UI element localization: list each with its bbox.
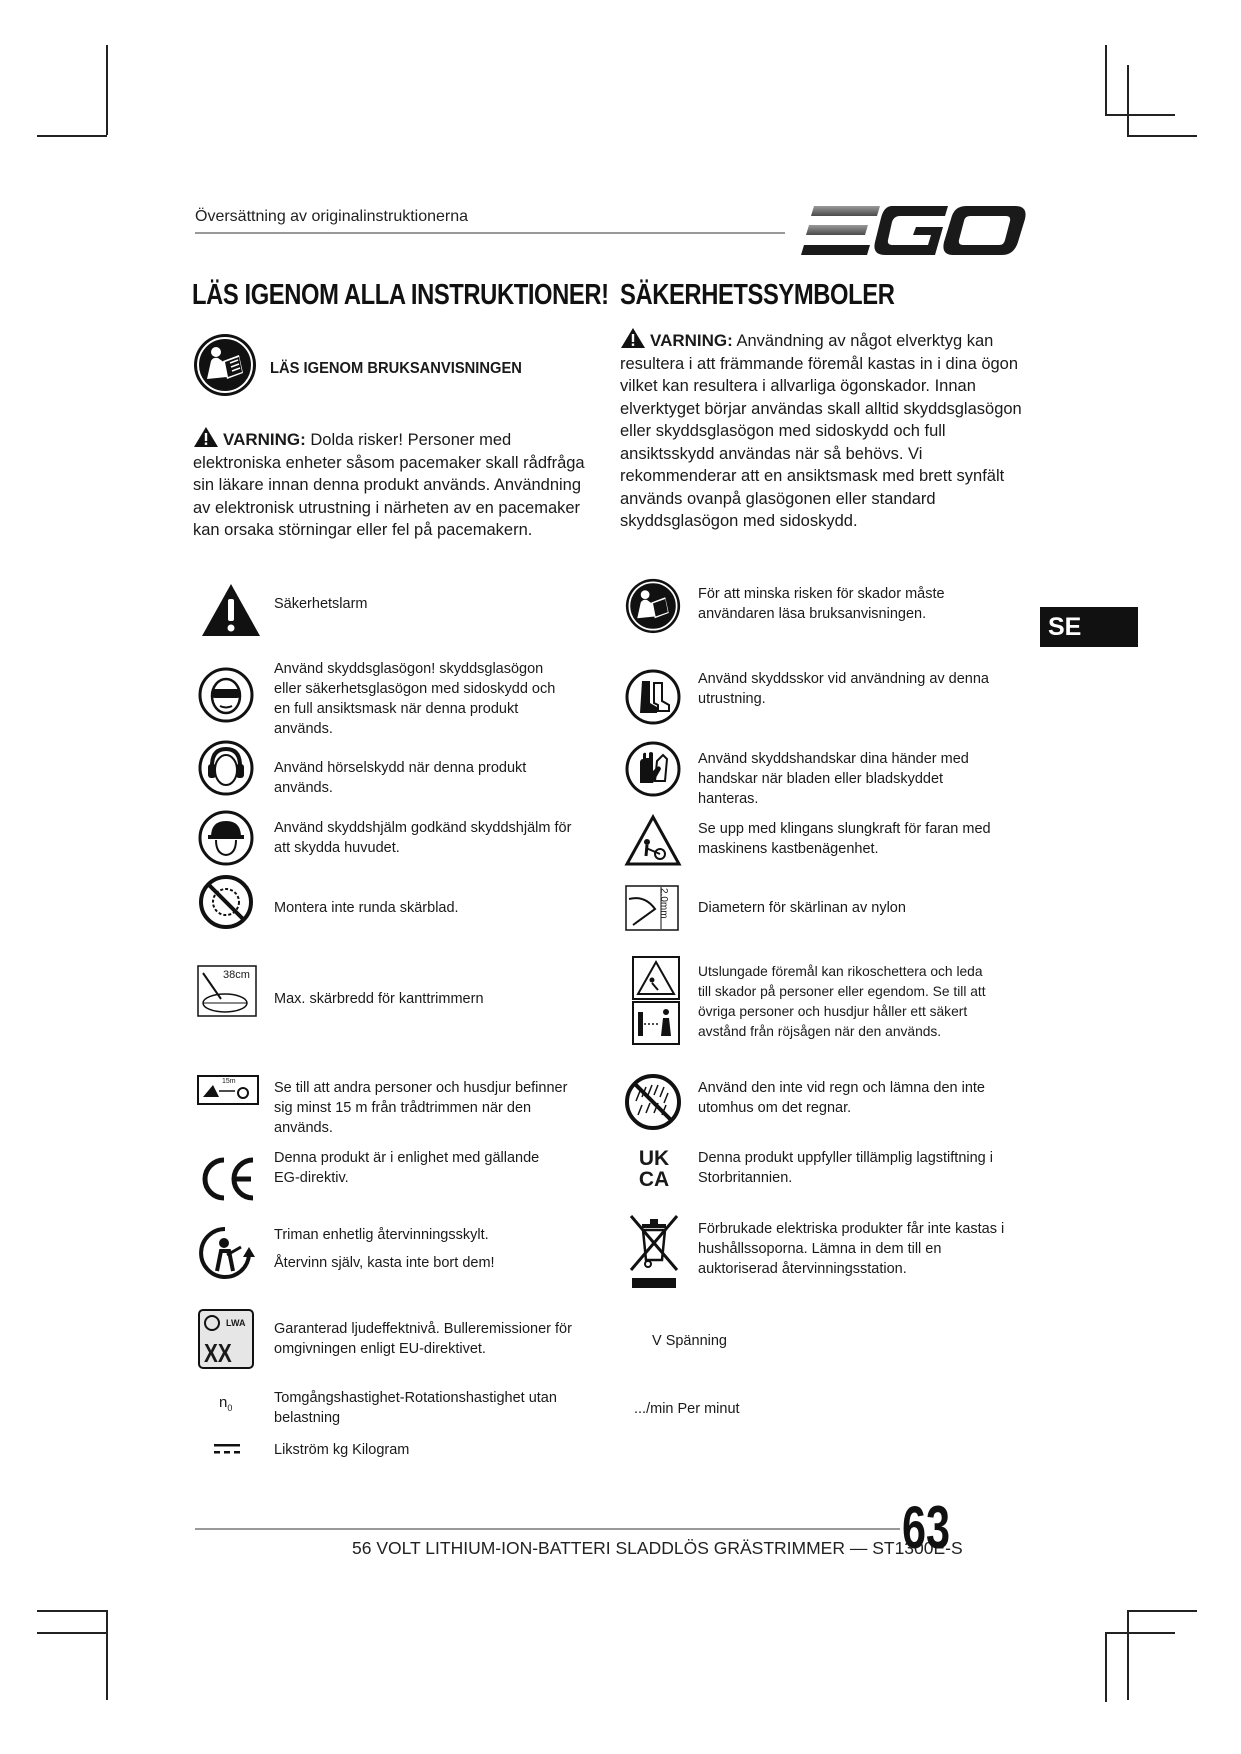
- symbol-text: .../min Per minut: [634, 1401, 740, 1417]
- symbol-text: V Spänning: [652, 1333, 727, 1349]
- symbol-text: Använd skyddsglasögon! skyddsglasögon eller säkerhetsglasögon med sidoskydd och en full ansiktsmask när denna produkt används.: [274, 661, 556, 737]
- symbol-text: Max. skärbredd för kanttrimmern: [274, 991, 484, 1007]
- sound-unit-label: LWA: [226, 1318, 246, 1328]
- warning-triangle-icon: [199, 578, 263, 642]
- crop-mark: [1105, 114, 1175, 116]
- helmet-icon: [194, 806, 258, 870]
- symbol-text: Använd den inte vid regn och lämna den inte utomhus om det regnar.: [698, 1080, 985, 1116]
- crop-mark: [1127, 135, 1197, 137]
- warning-triangle-icon: [620, 327, 646, 349]
- symbol-text: För att minska risken för skador måste användaren läsa bruksanvisningen.: [698, 586, 945, 622]
- cutting-width-label: 38cm: [223, 969, 250, 981]
- symbol-text: Montera inte runda skärblad.: [274, 900, 459, 916]
- nylon-line-diameter-icon: [622, 880, 682, 936]
- ukca-bottom-label: CA: [638, 1168, 670, 1191]
- ear-protection-icon: [194, 736, 258, 800]
- safety-boots-icon: [621, 665, 685, 729]
- header-title: Översättning av originalinstruktionerna: [195, 208, 469, 225]
- warning-label: VARNING:: [650, 331, 733, 350]
- crop-mark: [106, 1610, 108, 1700]
- no-rain-icon: [621, 1070, 685, 1134]
- warning-triangle-icon: [193, 426, 219, 448]
- left-warning: [193, 426, 593, 542]
- symbol-text: Återvinn själv, kasta inte bort dem!: [274, 1255, 495, 1271]
- read-manual-large-icon: [193, 333, 257, 397]
- right-warning: [620, 327, 1032, 533]
- line-diameter-label: 2.0mm: [658, 888, 669, 919]
- symbol-text: Använd hörselskydd när denna produkt används.: [274, 760, 527, 796]
- manual-label: LÄS IGENOM BRUKSANVISNINGEN: [270, 360, 522, 377]
- symbol-text: Utslungade föremål kan rikoschettera och leda till skador på personer eller egendom. Se till att övriga personer och husdjur håller ett säkert avstånd från röjsågen när den används.: [698, 964, 986, 1039]
- crop-mark: [1127, 1610, 1129, 1700]
- speed-subscript: 0: [227, 1403, 233, 1413]
- symbol-text: Se upp med klingans slungkraft för faran med maskinens kastbenägenhet.: [698, 821, 991, 857]
- symbol-text: Triman enhetlig återvinningsskylt.: [274, 1227, 489, 1243]
- ricochet-icon: [632, 956, 680, 1046]
- symbol-text: Denna produkt uppfyller tillämplig lagstiftning i Storbritannien.: [698, 1150, 993, 1186]
- read-manual-icon: [621, 574, 685, 638]
- header-rule: [195, 232, 785, 234]
- warning-text: Dolda risker! Personer med elektroniska enheter såsom pacemaker skall rådfråga sin läkare innan denna produkt används. Användning av elektronisk utrustning i närheten av en pacemaker kan orsaka störningar eller fel på pacemakern.: [193, 431, 585, 539]
- warning-label: VARNING:: [223, 430, 306, 449]
- symbol-text: Förbrukade elektriska produkter får inte kastas i hushållssoporna. Lämna in dem till en auktoriserad återvinningsstation.: [698, 1221, 1005, 1277]
- symbol-text: Tomgångshastighet-Rotationshastighet utan belastning: [274, 1390, 557, 1426]
- ukca-mark-icon: [634, 1148, 674, 1196]
- symbol-text: Garanterad ljudeffektnivå. Bulleremissioner för omgivningen enligt EU-direktivet.: [274, 1321, 572, 1357]
- symbol-text: Denna produkt är i enlighet med gällande EG-direktiv.: [274, 1150, 540, 1186]
- direct-current-icon: [213, 1442, 241, 1456]
- crop-mark: [1105, 45, 1107, 115]
- left-heading: LÄS IGENOM ALLA INSTRUKTIONER!: [192, 279, 609, 311]
- symbol-text: Diametern för skärlinan av nylon: [698, 900, 906, 916]
- symbol-text: Använd skyddshandskar dina händer med handskar när bladen eller bladskyddet hanteras.: [698, 751, 969, 807]
- right-heading: SÄKERHETSSYMBOLER: [620, 279, 895, 311]
- crop-mark: [1127, 1610, 1197, 1612]
- safety-goggles-icon: [194, 663, 258, 727]
- no-load-speed-icon: [219, 1394, 232, 1413]
- crop-mark: [1105, 1632, 1107, 1702]
- symbol-text: Använd skyddshjälm godkänd skyddshjälm för att skydda huvudet.: [274, 820, 572, 856]
- warning-text: Användning av något elverktyg kan resultera i att främmande föremål kastas in i dina ögon vilket kan resultera i allvarliga ögonskador. Innan elverktyget börjar användas skall alltid skyddsglasögon eller skyddsglasögon med sidoskydd och full ansiktsskydd användas när så behövs. Vi rekommenderar att en ansiktsmask med brett synfält används ovanpå glasögonen eller standard skyddsglasögon med sidoskydd.: [620, 332, 1022, 530]
- blade-thrust-icon: [621, 809, 685, 873]
- crop-mark: [37, 1632, 107, 1634]
- footer-title: 56 VOLT LITHIUM-ION-BATTERI SLADDLÖS GRÄSTRIMMER — ST1300E-S: [352, 1538, 963, 1558]
- sound-power-icon: [196, 1308, 256, 1370]
- footer-rule: [195, 1528, 900, 1530]
- symbol-text: Säkerhetslarm: [274, 596, 368, 612]
- distance-label: 15m: [222, 1078, 236, 1085]
- ukca-top-label: UK: [638, 1147, 670, 1170]
- crop-mark: [1127, 65, 1129, 135]
- symbol-text: Använd skyddsskor vid användning av denna utrustning.: [698, 671, 989, 707]
- distance-15m-icon: [196, 1070, 260, 1110]
- ego-logo: [800, 200, 1030, 262]
- crop-mark: [1105, 1632, 1175, 1634]
- speed-symbol: n: [219, 1394, 228, 1411]
- page-number: 63: [902, 1494, 951, 1561]
- gloves-icon: [621, 737, 685, 801]
- weee-bin-icon: [628, 1210, 680, 1292]
- crop-mark: [106, 45, 108, 135]
- language-tab: SE: [1040, 607, 1138, 647]
- no-round-blade-icon: [194, 870, 258, 934]
- symbol-text: Likström kg Kilogram: [274, 1442, 410, 1458]
- cutting-width-icon: [197, 963, 257, 1019]
- sound-level-label: XX: [204, 1338, 232, 1368]
- crop-mark: [37, 1610, 107, 1612]
- triman-recycling-icon: [194, 1222, 258, 1286]
- crop-mark: [37, 135, 107, 137]
- ce-mark-icon: [196, 1147, 260, 1211]
- symbol-text: Se till att andra personer och husdjur befinner sig minst 15 m från trådtrimmen när den används.: [274, 1080, 568, 1136]
